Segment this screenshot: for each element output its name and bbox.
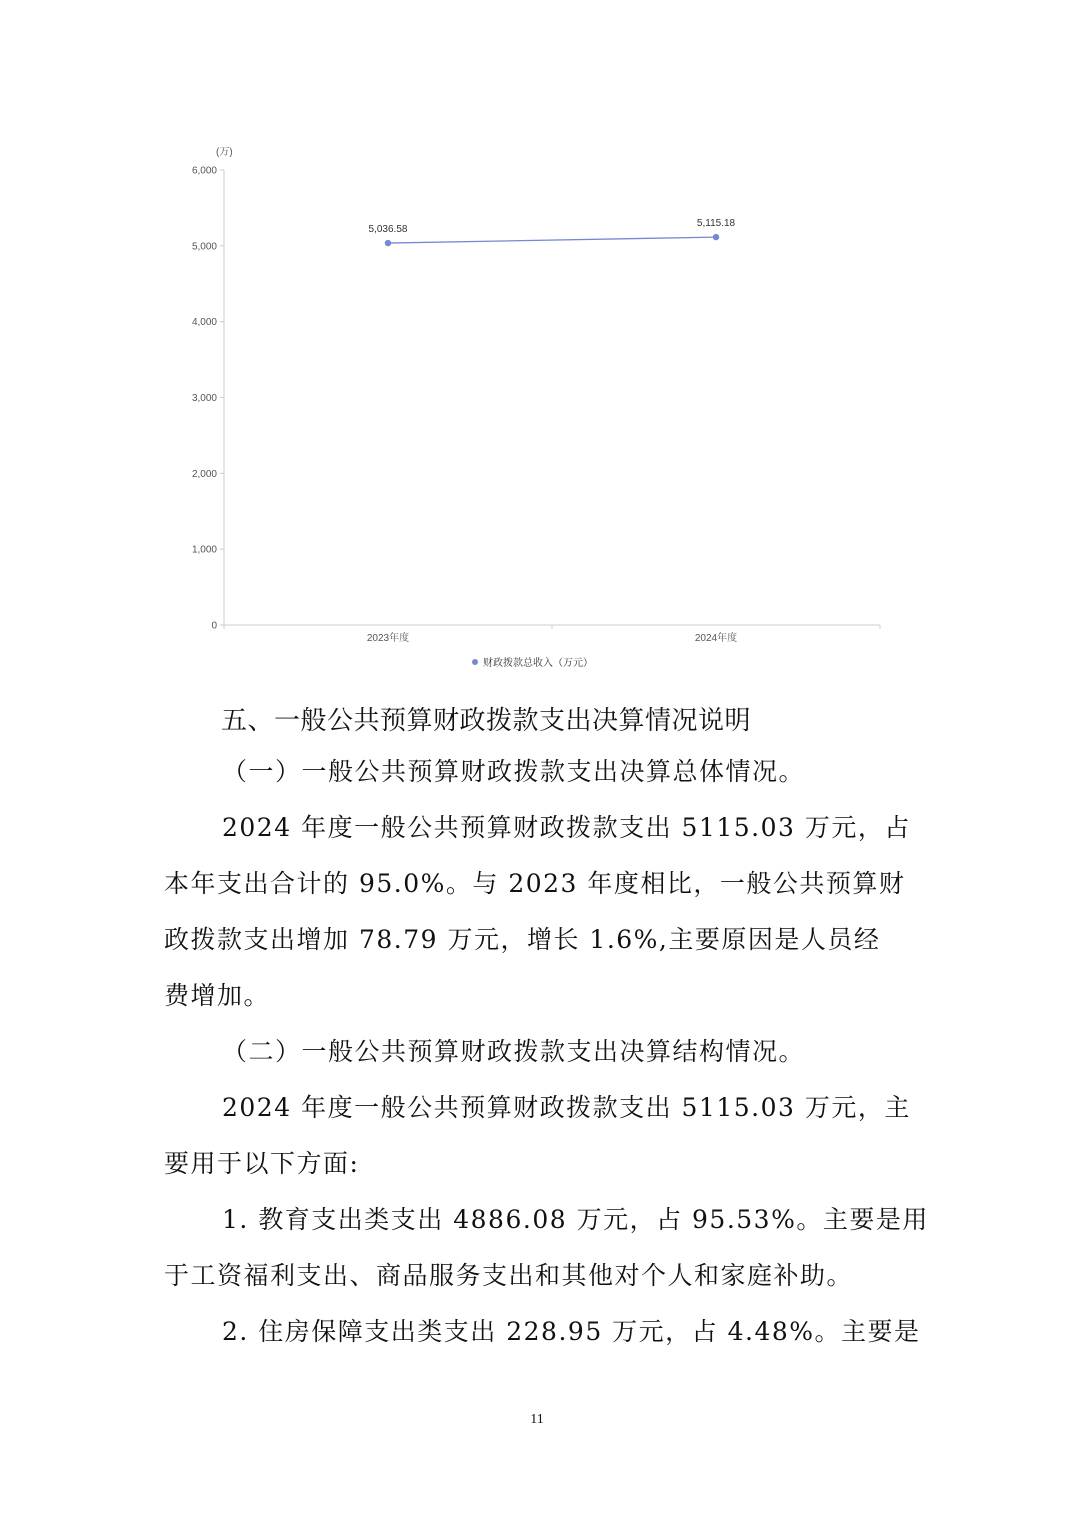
data-point [385, 240, 391, 246]
section-heading: 五、一般公共预算财政拨款支出决算情况说明 [221, 706, 752, 736]
item-1-line-1: 1. 教育支出类支出 4886.08 万元，占 95.53%。主要是用 [222, 1205, 929, 1234]
paragraph-2-line-1: 2024 年度一般公共预算财政拨款支出 5115.03 万元，主 [222, 1093, 911, 1122]
paragraph-1-line-2: 本年支出合计的 95.0%。与 2023 年度相比，一般公共预算财 [164, 869, 906, 898]
paragraph-1-line-1: 2024 年度一般公共预算财政拨款支出 5115.03 万元，占 [222, 813, 911, 842]
paragraph-1-line-3: 政拨款支出增加 78.79 万元，增长 1.6%,主要原因是人员经 [164, 925, 881, 954]
series-line [388, 237, 716, 243]
subsection-heading-1: （一）一般公共预算财政拨款支出决算总体情况。 [222, 757, 806, 786]
paragraph-2-line-2: 要用于以下方面: [164, 1149, 360, 1178]
data-label: 5,115.18 [696, 218, 736, 230]
x-axis [224, 625, 880, 644]
y-axis-unit-label: (万) [216, 147, 233, 158]
data-point [713, 234, 719, 240]
chart-legend [472, 654, 593, 669]
paragraph-1-line-4: 费增加。 [164, 981, 271, 1010]
y-axis [192, 166, 224, 632]
series-financial-income [369, 218, 736, 246]
y-tick-label: 0 [211, 620, 217, 632]
x-tick-label: 2023年度 [366, 633, 410, 644]
legend-label: 财政拨款总收入（万元） [483, 658, 593, 669]
y-tick-label: 4,000 [191, 317, 217, 329]
line-chart [0, 0, 1074, 680]
subsection-heading-2: （二）一般公共预算财政拨款支出决算结构情况。 [222, 1037, 806, 1066]
x-tick-label: 2024年度 [694, 633, 738, 644]
data-label: 5,036.58 [368, 224, 408, 236]
y-tick-label: 6,000 [191, 165, 217, 177]
item-2-line-1: 2. 住房保障支出类支出 228.95 万元，占 4.48%。主要是 [222, 1317, 921, 1346]
y-tick-label: 3,000 [191, 393, 217, 404]
y-tick-label: 1,000 [191, 544, 217, 556]
legend-marker-icon [472, 659, 478, 665]
y-tick-label: 5,000 [191, 241, 217, 253]
item-1-line-2: 于工资福利支出、商品服务支出和其他对个人和家庭补助。 [164, 1261, 854, 1290]
page-number: 11 [530, 1412, 544, 1427]
y-tick-label: 2,000 [191, 468, 217, 480]
